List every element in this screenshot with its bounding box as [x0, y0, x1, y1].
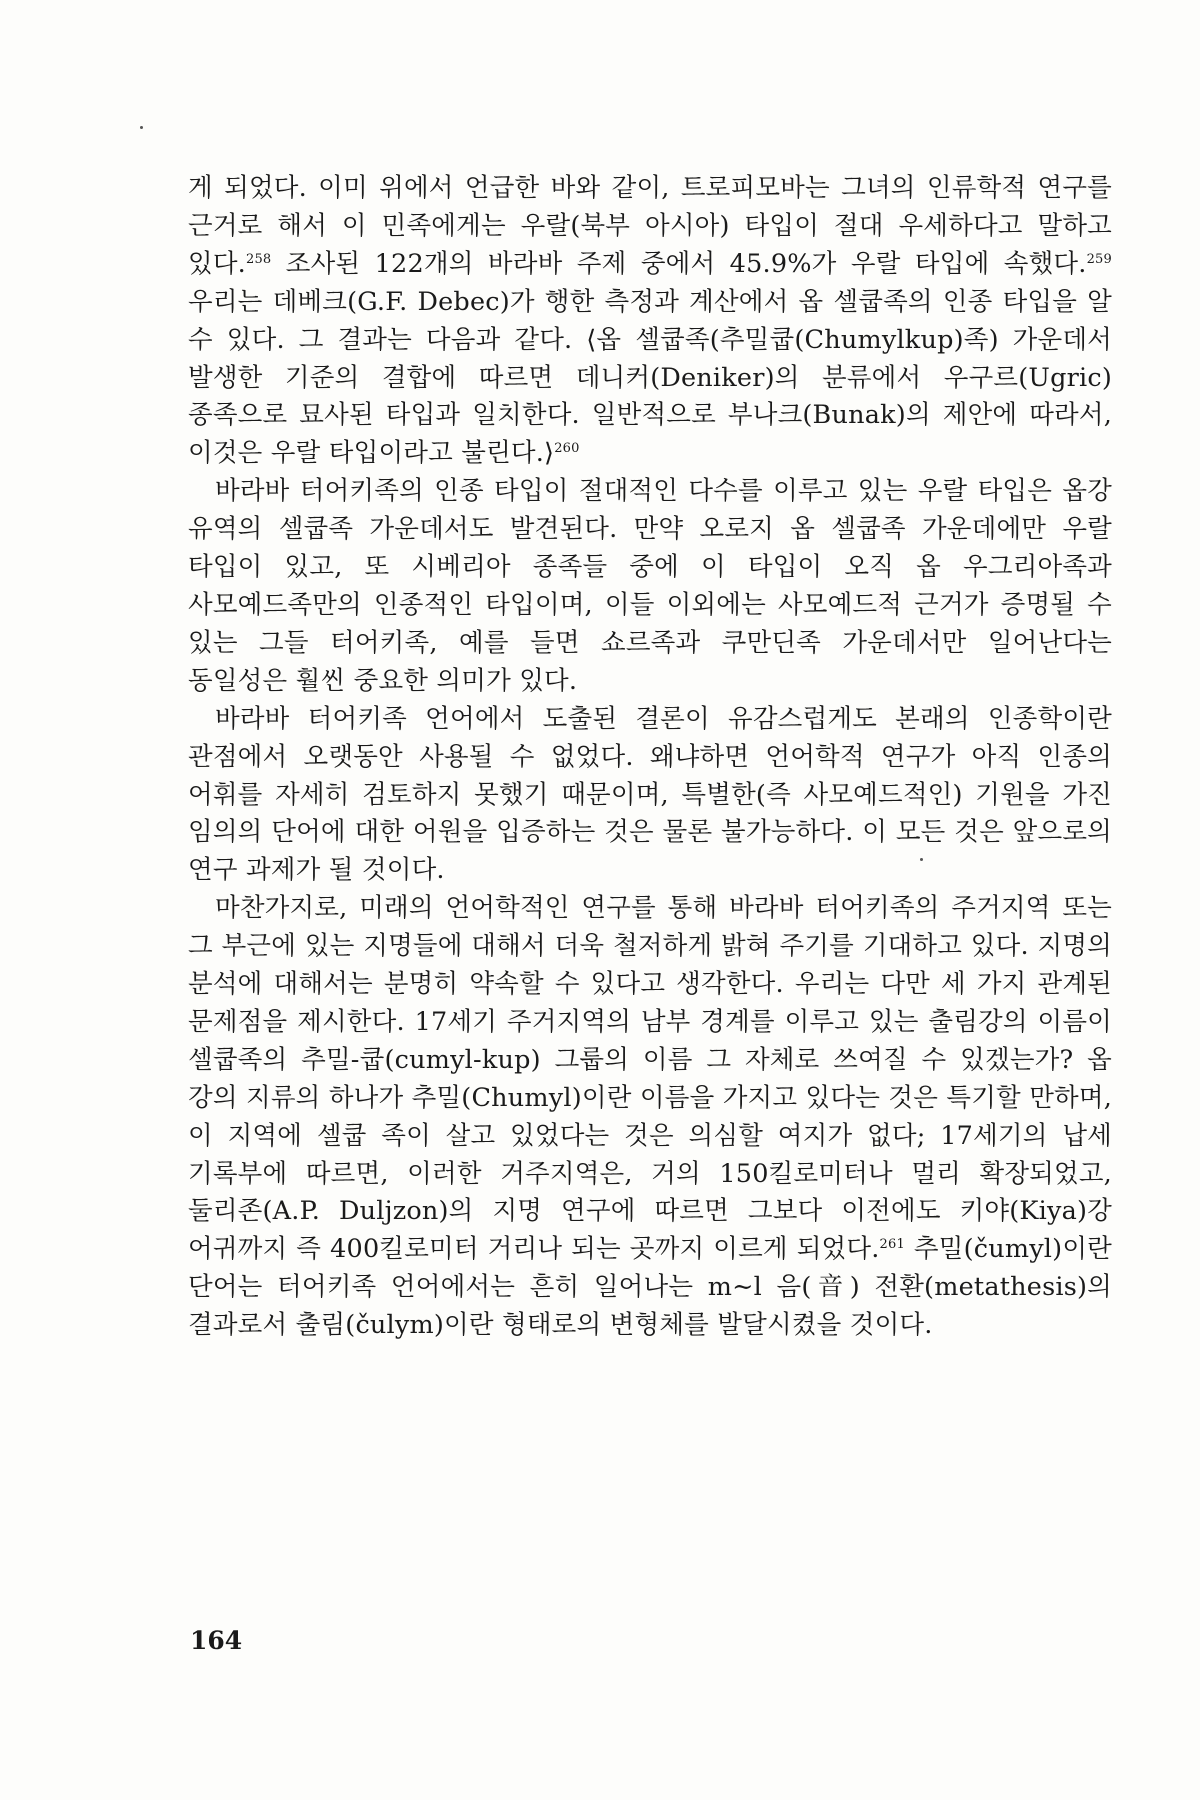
text-run: 마찬가지로, 미래의 언어학적인 연구를 통해 바라바 터어키족의 주거지역 또는 그 부근에 있는 지명들에 대해서 더욱 철저하게 밝혀 주기를 기대하고 있다. 지명의 분석에 대해서는 분명히 약속할 수 있다고 생각한다. 우리는 다만 세 가지 관계된 문제점을 제시한다. 17세기 주거지역의 남부 경계를 이루고 있는 출림강의 이름이 셀쿱족의 추밀-쿱(cumyl-kup) 그룹의 이름 그 자체로 쓰여질 수 있겠는가? 옵 강의 지류의 하나가 추밀(Chumyl)이란 이름을 가지고 있다는 것은 특기할 만하며, 이 지역에 셀쿱 족이 살고 있었다는 것은 의심할 여지가 없다; 17세기의 납세 기록부에 따르면, 이러한 거주지역은, 거의 150킬로미터나 멀리 확장되었고, 둘리존(A.P. Duljzon)의 지명 연구에 따르면 그보다 이전에도 키야(Kiya)강 어귀까지 즉 400킬로미터 거리나 되는 곳까지 이르게 되었다.	[188, 893, 1112, 1265]
paragraph	[188, 890, 1112, 1345]
text-run: 바라바 터어키족의 인종 타입이 절대적인 다수를 이루고 있는 우랄 타입은 옵강 유역의 셀쿱족 가운데서도 발견된다. 만약 오로지 옵 셀쿱족 가운데에만 우랄 타입이 있고, 또 시베리아 종족들 중에 이 타입이 오직 옵 우그리아족과 사모예드족만의 인종적인 타입이며, 이들 이외에는 사모예드적 근거가 증명될 수 있는 그들 터어키족, 예를 들면 쇼르족과 쿠만딘족 가운데서만 일어난다는 동일성은 훨씬 중요한 의미가 있다.	[188, 476, 1112, 696]
footnote-ref: 260	[554, 441, 580, 457]
paragraph	[188, 701, 1112, 891]
page-number: 164	[190, 1626, 243, 1655]
text-run: 우리는 데베크(G.F. Debec)가 행한 측정과 계산에서 옵 셀쿱족의 인종 타입을 알 수 있다. 그 결과는 다음과 같다. ⟨옵 셀쿱족(추밀쿱(Chumylkup)족) 가운데서 발생한 기준의 결합에 따르면 데니커(Deniker)의 분류에서 우구르(Ugric) 종족으로 묘사된 타입과 일치한다. 일반적으로 부나크(Bunak)의 제안에 따라서, 이것은 우랄 타입이라고 불린다.⟩	[188, 286, 1112, 469]
text-run: 게 되었다. 이미 위에서 언급한 바와 같이, 트로피모바는 그녀의 인류학적 연구를 근거로 해서 이 민족에게는 우랄(북부 아시아) 타입이 절대 우세하다고 말하고 있다.	[188, 173, 1112, 279]
paragraph	[188, 170, 1112, 473]
footnote-ref: 261	[879, 1237, 905, 1253]
text-run: 조사된 122개의 바라바 주제 중에서 45.9%가 우랄 타입에 속했다.	[271, 248, 1087, 279]
scan-speck	[140, 126, 143, 129]
footnote-ref: 258	[245, 251, 272, 267]
body-text	[188, 170, 1112, 1345]
paragraph	[188, 473, 1112, 700]
text-run: 바라바 터어키족 언어에서 도출된 결론이 유감스럽게도 본래의 인종학이란 관점에서 오랫동안 사용될 수 없었다. 왜냐하면 언어학적 연구가 아직 인종의 어휘를 자세히 검토하지 못했기 때문이며, 특별한(즉 사모예드적인) 기원을 가진 임의의 단어에 대한 어원을 입증하는 것은 물론 불가능하다. 이 모든 것은 앞으로의 연구 과제가 될 것이다.	[188, 703, 1112, 886]
text-run: 추밀(čumyl)이란 단어는 터어키족 언어에서는 흔히 일어나는 m∼l 음(音) 전환(metathesis)의 결과로서 출림(čulym)이란 형태로의 변형체를 발달시켰을 것이다.	[188, 1234, 1112, 1341]
footnote-ref: 259	[1086, 251, 1112, 267]
